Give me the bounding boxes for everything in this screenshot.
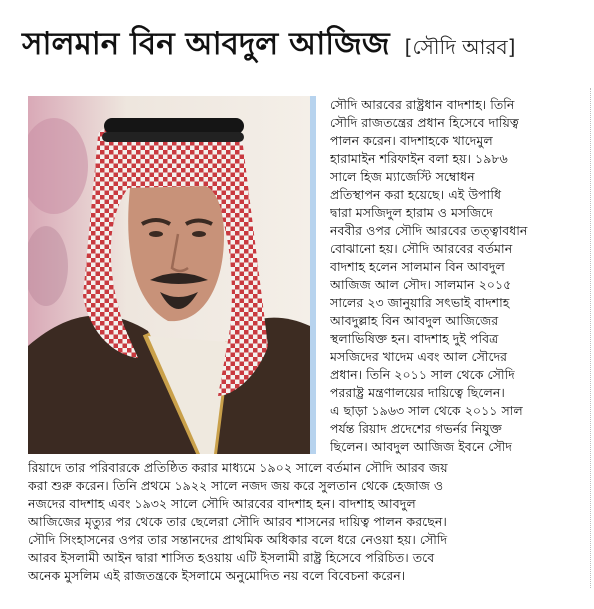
article-line: অনেক মুসলিম এই রাজতন্ত্রকে ইসলামে অনুমোদিত নয় বলে বিবেচনা করেন। (28, 568, 406, 583)
article-line: সালে হিজ ম্যাজেস্টি সম্বোধন (330, 169, 475, 184)
article-line: সালের ২৩ জানুয়ারি সৎভাই বাদশাহ (330, 295, 510, 310)
article-line: আরব ইসলামী আইন দ্বারা শাসিত হওয়ায় এটি ইসলামী রাষ্ট্র হিসেবে পরিচিত। তবে (28, 550, 435, 565)
article-line: আজিজ আল সৌদ। সালমান ২০১৫ (330, 277, 512, 292)
article-line: ছিলেন। আবদুল আজিজ ইবনে সৌদ (330, 439, 513, 454)
article-line: দ্বারা মসজিদুল হারাম ও মসজিদে (330, 205, 493, 220)
article-line: সৌদি সিংহাসনের ওপর তার সন্তানদের প্রাথমিক অধিকার বলে ধরে নেওয়া হয়। সৌদি (28, 532, 448, 547)
article-line: নজদের বাদশাহ এবং ১৯৩২ সালে সৌদি আরবের বাদশাহ হন। বাদশাহ আবদুল (28, 496, 416, 511)
article-line: পররাষ্ট্র মন্ত্রণালয়ের দায়িত্বে ছিলেন। (330, 385, 505, 400)
article-line: প্রতিস্থাপন করা হয়েছে। এই উপাধি (330, 187, 502, 202)
headline-country: [সৌদি আরব] (404, 35, 516, 59)
article-line: বোঝানো হয়। সৌদি আরবের বর্তমান (330, 241, 513, 256)
article-line: আজিজের মৃত্যুর পর থেকে তার ছেলেরা সৌদি আরব শাসনের দায়িত্ব পালন করছেন। (28, 514, 447, 529)
article-line: হারামাইন শরিফাইন বলা হয়। ১৯৮৬ (330, 151, 508, 166)
article-line: স্থলাভিষিক্ত হন। বাদশাহ দুই পবিত্র (330, 331, 499, 346)
article-line: পালন করেন। বাদশাহকে খাদেমুল (330, 133, 493, 148)
article-line: এ ছাড়া ১৯৬৩ সাল থেকে ২০১১ সাল (330, 403, 523, 418)
article-line: মসজিদের খাদেম এবং আল সৌদের (330, 349, 508, 364)
article-line: রিয়াদে তার পরিবারকে প্রতিষ্ঠিত করার মাধ্যমে ১৯০২ সালে বর্তমান সৌদি আরব জয় (28, 460, 448, 475)
headline-name: সালমান বিন আবদুল আজিজ (22, 26, 390, 62)
article-line: নববীর ওপর সৌদি আরবের তত্ত্বাবধান (330, 223, 528, 238)
article-line: সৌদি আরবের রাষ্ট্রধান বাদশাহ। তিনি (330, 97, 515, 112)
article-line: বাদশাহ হলেন সালমান বিন আবদুল (330, 259, 505, 274)
article-line: আবদুল্লাহ বিন আবদুল আজিজের (330, 313, 499, 328)
article-line: করা শুরু করেন। তিনি প্রথমে ১৯২২ সালে নজদ জয় করে সুলতান থেকে হেজাজ ও (28, 478, 444, 493)
page-edge-rule (588, 88, 591, 588)
article-line: প্রধান। তিনি ২০১১ সাল থেকে সৌদি (330, 367, 515, 382)
article-line: সৌদি রাজতন্ত্রের প্রধান হিসেবে দায়িত্ব (330, 115, 519, 130)
article-line: পর্যন্ত রিয়াদ প্রদেশের গভর্নর নিযুক্ত (330, 421, 502, 436)
